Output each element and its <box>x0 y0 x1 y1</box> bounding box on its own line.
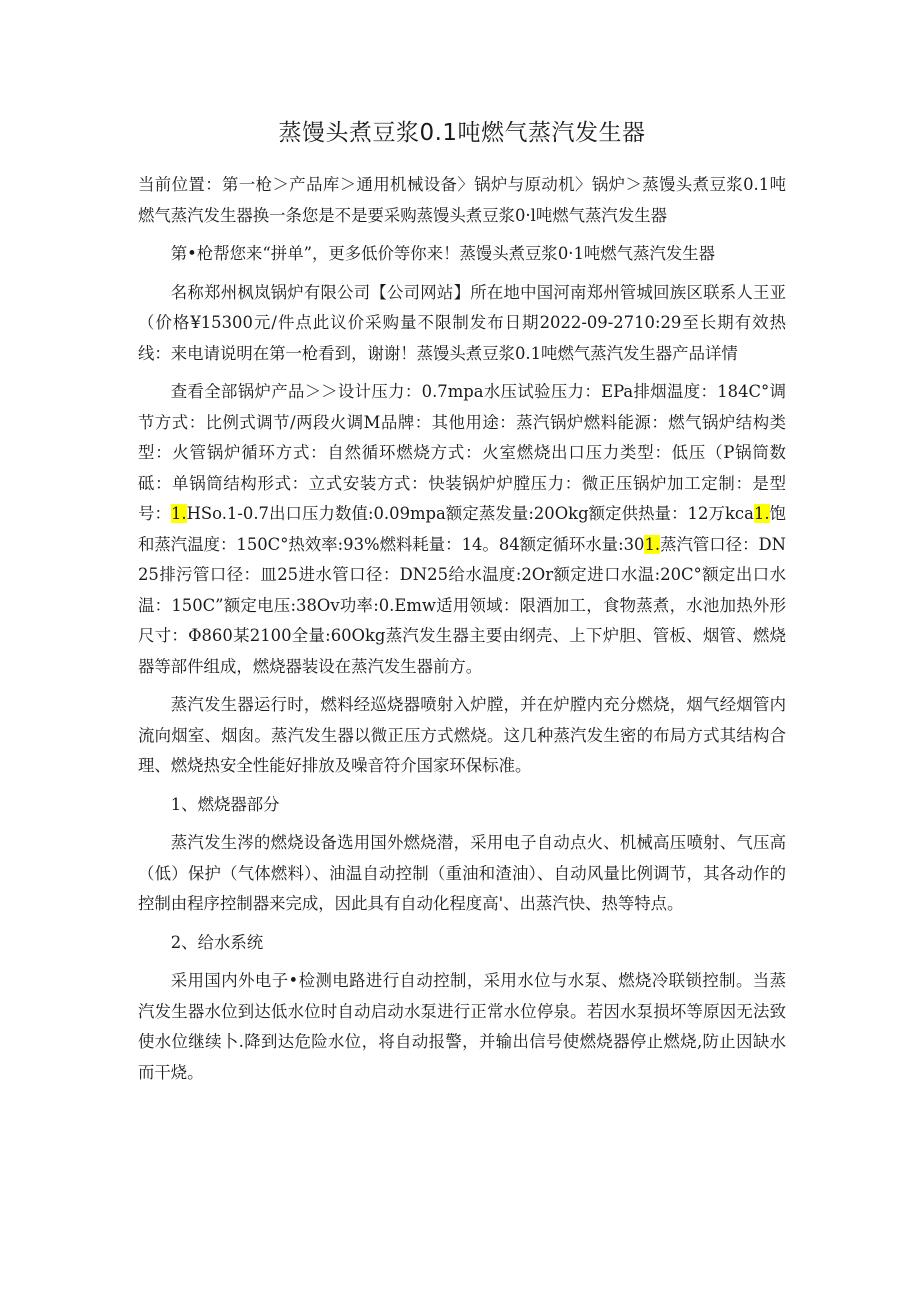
specs-text-3: 饱和蒸汽温度：150C°热效率:93%燃料耗量：14。84额定循环水量:30 <box>138 504 787 554</box>
promo-paragraph: 第•枪帮您来“拼单”，更多低价等你来！蒸馒头煮豆浆0·1吨燃气蒸汽发生器 <box>170 244 716 263</box>
breadcrumb-paragraph: 当前位置：第一枪＞产品库＞通用机械设备〉锅炉与原动机〉锅炉＞蒸馒头煮豆浆0.1吨燃气蒸汽发生器换一条您是不是要采购蒸馒头煮豆浆0·l吨燃气蒸汽发生器 <box>138 175 786 225</box>
operation-paragraph: 蒸汽发生器运行时，燃料经巡烧器喷射入炉膛，并在炉膛内充分燃烧，烟气经烟管内流向烟室、烟囱。蒸汽发生器以微正压方式燃烧。这几种蒸汽发生密的布局方式其结构合理、燃烧热安全性能好排放及噪音符介国家环保标准。 <box>138 695 786 775</box>
specs-text-2: HSo.1-0.7出口压力数值:0.09mpa额定蒸发量:20Okg额定供热量：12万kca <box>186 504 754 523</box>
water-system-paragraph: 采用国内外电子•检测电路进行自动控制，采用水位与水泵、燃烧冷联锁控制。当蒸汽发生器水位到达低水位时自动启动水泵进行正常水位停泉。若因水泵损坏等原因无法致使水位继续卜.降到达危险水位，将自动报警，并输出信号使燃烧器停止燃烧,防止因缺水而干烧。 <box>138 971 786 1082</box>
specs-paragraph <box>138 377 786 682</box>
specs-text-1: 查看全部锅炉产品＞＞设计压力：0.7mpa水压试验压力：EPa排烟温度：184C°调节方式：比例式调节/两段火调M品牌：其他用途：蒸汽锅炉燃料能源：燃气锅炉结构类型：火管锅炉循环方式：自然循环燃烧方式：火室燃烧出口压力类型：低压（P锅筒数砥：单锅筒结构形式：立式安装方式：快装锅炉炉膛压力：微正压锅炉加工定制：是型号： <box>138 382 786 523</box>
highlight-mark-3: 1. <box>644 534 661 554</box>
section-heading-water: 2、给水系统 <box>170 932 264 952</box>
document-page <box>138 118 786 1096</box>
document-title: 蒸馒头煮豆浆0.1吨燃气蒸汽发生器 <box>278 120 646 146</box>
highlight-mark-2: 1. <box>753 504 770 523</box>
company-info-paragraph: 名称郑州枫岚锅炉有限公司【公司网站】所在地中国河南郑州管城回族区联系人王亚（价格¥15300元/件点此议价采购量不限制发布日期2022-09-2710:29至长期有效热线：来电请说明在第一枪看到，谢谢！蒸馒头煮豆浆0.1吨燃气蒸汽发生器产品详情 <box>138 282 786 363</box>
burner-paragraph: 蒸汽发生涔的燃烧设备选用国外燃烧潜，采用电子自动点火、机械高压喷射、气压高（低）保护（气体燃料）、油温自动控制（重油和渣油）、自动风量比例调节，其各动作的控制由程序控制器来完成，因此具有自动化程度高'、出蒸汽快、热等特点。 <box>138 833 786 913</box>
specs-text-4: 蒸汽管口径：DN25排污管口径：皿25进水管口径：DN25给水温度:2Or额定进口水温:20C°额定出口水温：150C”额定电压:38Ov功率:0.Emw适用领域：限酒加工，食物蒸煮，水池加热外形尺寸：Φ860某2100全量:60Okg蒸汽发生器主要由纲壳、上下炉胆、管板、烟管、燃烧器等部件组成，燃烧器装设在蒸汽发生器前方。 <box>138 534 786 676</box>
section-heading-burner: 1、燃烧器部分 <box>170 794 280 814</box>
highlight-mark-1: 1. <box>170 504 187 523</box>
